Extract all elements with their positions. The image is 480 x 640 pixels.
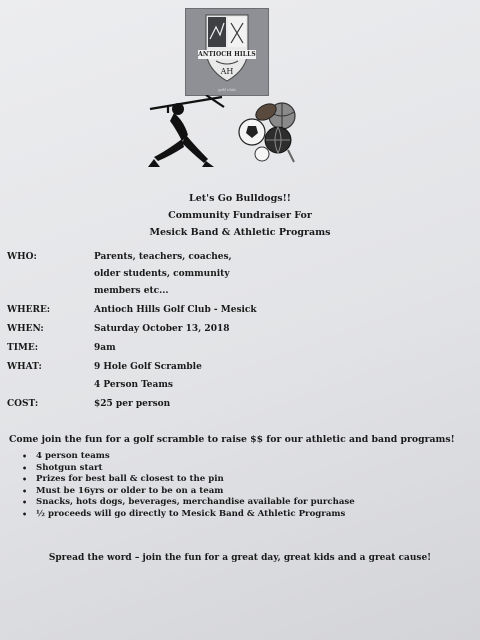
- who-value-3: members etc...: [94, 286, 169, 296]
- cost-label: COST:: [7, 399, 39, 409]
- where-value: Antioch Hills Golf Club - Mesick: [94, 305, 257, 315]
- list-item: • 4 person teams: [22, 451, 355, 463]
- intro-text: Come join the fun for a golf scramble to raise $$ for our athletic and band programs!: [9, 434, 455, 445]
- who-label: WHO:: [7, 252, 37, 262]
- when-value: Saturday October 13, 2018: [94, 324, 230, 334]
- cost-value: $25 per person: [94, 399, 171, 409]
- list-item: • Prizes for best ball & closest to the pin: [22, 474, 355, 486]
- logo-monogram: AH: [220, 67, 234, 76]
- time-label: TIME:: [7, 343, 39, 353]
- logo-name: ANTIOCH HILLS: [198, 51, 256, 58]
- what-label: WHAT:: [7, 362, 42, 372]
- details-bullet-list: [22, 451, 355, 521]
- who-value-1: Parents, teachers, coaches,: [94, 252, 232, 262]
- heading-line-2: Community Fundraiser For: [168, 210, 312, 221]
- list-item: • Shotgun start: [22, 463, 355, 475]
- heading-line-3: Mesick Band & Athletic Programs: [149, 227, 331, 238]
- what-value-2: 4 Person Teams: [94, 380, 173, 390]
- logo-footer: golf club: [218, 87, 236, 92]
- what-value-1: 9 Hole Golf Scramble: [94, 362, 202, 372]
- when-label: WHEN:: [7, 324, 44, 334]
- closing-text: Spread the word – join the fun for a great day, great kids and a great cause!: [48, 553, 432, 563]
- heading-line-1: Let's Go Bulldogs!!: [189, 193, 291, 204]
- time-value: 9am: [94, 343, 116, 353]
- list-item: • Must be 16yrs or older to be on a team: [22, 486, 355, 498]
- sports-balls-icon: [238, 100, 298, 164]
- list-item: • ½ proceeds will go directly to Mesick Band & Athletic Programs: [22, 509, 355, 521]
- list-item: • Snacks, hots dogs, beverages, merchandise available for purchase: [22, 497, 355, 509]
- trombone-player-silhouette: [148, 95, 226, 169]
- who-value-2: older students, community: [94, 269, 230, 279]
- where-label: WHERE:: [7, 305, 51, 315]
- crest-logo: [185, 8, 269, 96]
